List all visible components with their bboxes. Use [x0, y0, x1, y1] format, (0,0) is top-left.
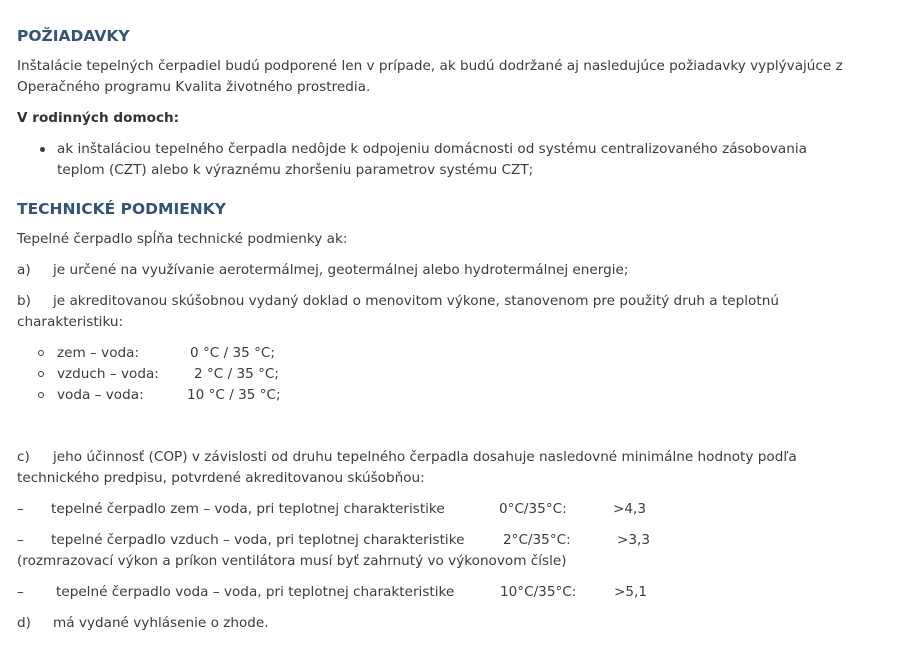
- subitem-value: 2 °C / 35 °C;: [194, 366, 279, 382]
- cop-row-value: >4,3: [613, 501, 647, 517]
- item-d-text: má vydané vyhlásenie o zhode.: [53, 615, 269, 631]
- section-heading-technical: TECHNICKÉ PODMIENKY: [17, 200, 227, 218]
- cop-row-temp: 10°C/35°C:: [500, 584, 577, 600]
- circle-bullet-icon: [38, 392, 44, 398]
- requirements-intro-line1: Inštalácie tepelných čerpadiel budú podporené len v prípade, ak budú dodržané aj nasledujúce požiadavky vyplývajúce z: [17, 58, 843, 74]
- cop-row-text: tepelné čerpadlo vzduch – voda, pri teplotnej charakteristike: [51, 532, 465, 548]
- family-houses-heading: V rodinných domoch:: [17, 110, 180, 126]
- item-b-marker: b): [17, 293, 31, 309]
- item-c-marker: c): [17, 449, 30, 465]
- circle-bullet-icon: [38, 371, 44, 377]
- section-heading-requirements: POŽIADAVKY: [17, 27, 130, 45]
- cop-row-text: tepelné čerpadlo zem – voda, pri teplotnej charakteristike: [51, 501, 445, 517]
- technical-intro: Tepelné čerpadlo spĺňa technické podmienky ak:: [17, 231, 348, 247]
- requirements-intro-line2: Operačného programu Kvalita životného prostredia.: [17, 79, 371, 95]
- item-a-text: je určené na využívanie aerotermálmej, geotermálnej alebo hydrotermálnej energie;: [53, 262, 629, 278]
- item-a-marker: a): [17, 262, 31, 278]
- subitem-label: zem – voda:: [57, 345, 140, 361]
- cop-row-dash: –: [17, 532, 24, 548]
- item-b-line2: charakteristiku:: [17, 314, 124, 330]
- cop-row-note: (rozmrazovací výkon a príkon ventilátora musí byť zahrnutý vo výkonovom čísle): [17, 553, 567, 569]
- cop-row-value: >5,1: [614, 584, 648, 600]
- circle-bullet-icon: [38, 350, 44, 356]
- subitem-label: voda – voda:: [57, 387, 144, 403]
- item-b-line1: je akreditovanou skúšobnou vydaný doklad o menovitom výkone, stanovenom pre použitý druh a teplotnú: [53, 293, 779, 309]
- item-d-marker: d): [17, 615, 31, 631]
- bullet-text-line2: teplom (CZT) alebo k výraznému zhoršeniu parametrov systému CZT;: [57, 162, 534, 178]
- cop-row-dash: –: [17, 584, 24, 600]
- item-c-line2: technického predpisu, potvrdené akreditovanou skúšobňou:: [17, 470, 425, 486]
- cop-row-temp: 0°C/35°C:: [499, 501, 567, 517]
- item-c-line1: jeho účinnosť (COP) v závislosti od druhu tepelného čerpadla dosahuje nasledovné minimálne hodnoty podľa: [53, 449, 797, 465]
- cop-row-dash: –: [17, 501, 24, 517]
- cop-row-text: tepelné čerpadlo voda – voda, pri teplotnej charakteristike: [56, 584, 455, 600]
- cop-row-temp: 2°C/35°C:: [503, 532, 571, 548]
- bullet-icon: [40, 147, 45, 152]
- cop-row-value: >3,3: [617, 532, 651, 548]
- bullet-text-line1: ak inštaláciou tepelného čerpadla nedôjde k odpojeniu domácnosti od systému centralizovaného zásobovania: [57, 141, 807, 157]
- subitem-value: 10 °C / 35 °C;: [187, 387, 281, 403]
- subitem-value: 0 °C / 35 °C;: [190, 345, 275, 361]
- subitem-label: vzduch – voda:: [57, 366, 159, 382]
